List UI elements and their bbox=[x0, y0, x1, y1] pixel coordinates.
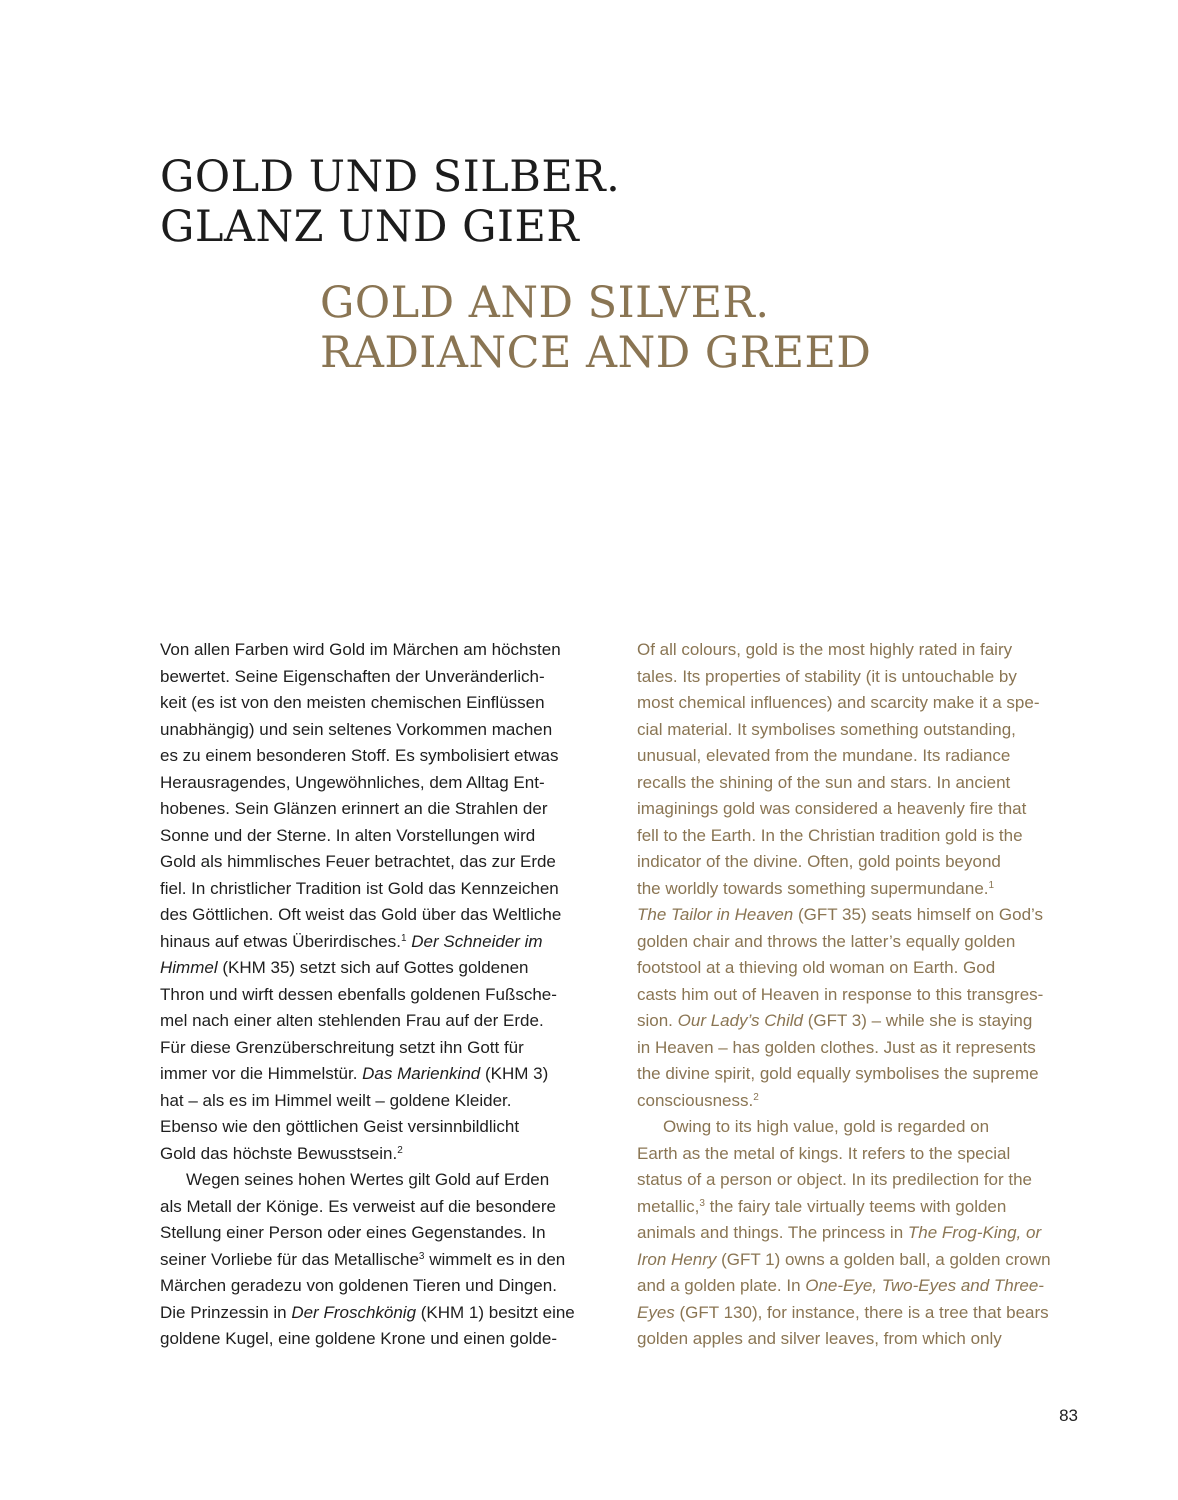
text-line bbox=[160, 1141, 605, 1168]
title-english-line-2: RADIANCE AND GREED bbox=[320, 328, 872, 378]
text-line: Sonne und der Sterne. In alten Vorstellungen wird bbox=[160, 825, 536, 845]
footnote-ref: 1 bbox=[988, 879, 995, 891]
title-english bbox=[320, 278, 871, 378]
text-line bbox=[637, 1088, 1082, 1115]
text-line: Thron und wirft dessen ebenfalls goldenen Fußsche- bbox=[160, 984, 557, 1004]
text-line: Of all colours, gold is the most highly rated in fairy bbox=[637, 640, 1013, 659]
text-run: consciousness. bbox=[637, 1090, 754, 1110]
book-title: Our Lady’s Child bbox=[677, 1011, 803, 1030]
text-line bbox=[160, 1300, 605, 1327]
footnote-ref: 2 bbox=[753, 1091, 759, 1103]
text-line: imaginings gold was considered a heavenly fire that bbox=[637, 799, 1027, 818]
book-title: The Tailor in Heaven bbox=[637, 905, 794, 924]
text-line: Earth as the metal of kings. It refers to the special bbox=[637, 1143, 1011, 1163]
text-run: Die Prinzessin in bbox=[160, 1302, 292, 1322]
text-line: goldene Kugel, eine goldene Krone und einen golde- bbox=[160, 1329, 557, 1348]
book-title: Das Marienkind bbox=[362, 1064, 481, 1083]
text-line: Herausragendes, Ungewöhnliches, dem Alltag Ent- bbox=[160, 772, 545, 792]
text-line bbox=[637, 1008, 1082, 1035]
text-line: Märchen geradezu von goldenen Tieren und Dingen. bbox=[160, 1276, 557, 1295]
footnote-ref: 2 bbox=[397, 1144, 403, 1156]
text-run: the fairy tale virtually teems with golden bbox=[704, 1196, 1007, 1216]
text-line bbox=[637, 1300, 1082, 1327]
text-line: Stellung einer Person oder eines Gegenstandes. In bbox=[160, 1223, 546, 1242]
book-title: Der Schneider im bbox=[411, 931, 543, 951]
text-line: in Heaven – has golden clothes. Just as it represents bbox=[637, 1037, 1036, 1057]
english-paragraph-1 bbox=[637, 637, 1082, 1114]
text-line bbox=[637, 876, 1082, 903]
text-line bbox=[637, 902, 1082, 929]
text-line: golden apples and silver leaves, from which only bbox=[637, 1329, 1002, 1348]
title-english-line-1: GOLD AND SILVER. bbox=[320, 278, 770, 328]
text-line bbox=[637, 1194, 1082, 1221]
text-line: bewertet. Seine Eigenschaften der Unveränderlich- bbox=[160, 666, 545, 686]
text-line bbox=[637, 1220, 1082, 1247]
german-paragraph-2 bbox=[160, 1167, 605, 1353]
text-line: fell to the Earth. In the Christian tradition gold is the bbox=[637, 825, 1023, 845]
text-run: (GFT 35) seats himself on God’s bbox=[793, 905, 1043, 924]
text-line: Wegen seines hohen Wertes gilt Gold auf Erden bbox=[186, 1170, 550, 1189]
text-line: unusual, elevated from the mundane. Its radiance bbox=[637, 746, 1011, 765]
text-line bbox=[160, 1061, 605, 1088]
text-line: tales. Its properties of stability (it is untouchable by bbox=[637, 666, 1017, 686]
text-run: (KHM 35) setzt sich auf Gottes goldenen bbox=[217, 958, 529, 977]
text-line: Für diese Grenzüberschreitung setzt ihn Gott für bbox=[160, 1037, 524, 1057]
german-paragraph-1 bbox=[160, 637, 605, 1167]
text-line: casts him out of Heaven in response to this transgres- bbox=[637, 984, 1044, 1004]
text-run: (GFT 1) owns a golden ball, a golden crown bbox=[716, 1249, 1051, 1269]
book-title: One-Eye, Two-Eyes and Three- bbox=[805, 1276, 1044, 1295]
text-line: footstool at a thieving old woman on Earth. God bbox=[637, 958, 996, 977]
german-column bbox=[160, 637, 605, 1353]
text-line bbox=[160, 955, 605, 982]
english-column bbox=[637, 637, 1082, 1353]
text-line: the divine spirit, gold equally symbolises the supreme bbox=[637, 1064, 1039, 1083]
text-run: Gold das höchste Bewusstsein. bbox=[160, 1143, 398, 1163]
text-run: (KHM 3) bbox=[480, 1064, 549, 1083]
text-line bbox=[637, 1247, 1082, 1274]
text-run: sion. bbox=[637, 1011, 678, 1030]
text-line: recalls the shining of the sun and stars. In ancient bbox=[637, 772, 1011, 792]
text-line bbox=[160, 929, 605, 956]
text-line: Gold als himmlisches Feuer betrachtet, das zur Erde bbox=[160, 852, 556, 871]
text-line: Ebenso wie den göttlichen Geist versinnbildlicht bbox=[160, 1117, 520, 1136]
text-line: unabhängig) und sein seltenes Vorkommen machen bbox=[160, 719, 553, 739]
text-run: immer vor die Himmelstür. bbox=[160, 1064, 363, 1083]
book-title: The Frog-King, or bbox=[907, 1223, 1042, 1242]
text-line: hobenes. Sein Glänzen erinnert an die Strahlen der bbox=[160, 799, 548, 818]
text-line: hat – als es im Himmel weilt – goldene Kleider. bbox=[160, 1090, 512, 1110]
text-line: Von allen Farben wird Gold im Märchen am höchsten bbox=[160, 640, 561, 659]
text-line: status of a person or object. In its predilection for the bbox=[637, 1170, 1032, 1189]
book-title: Der Froschkönig bbox=[291, 1302, 417, 1322]
text-line: Owing to its high value, gold is regarded on bbox=[663, 1117, 990, 1136]
text-run: (KHM 1) besitzt eine bbox=[416, 1302, 575, 1322]
title-german-line-1: GOLD UND SILBER. bbox=[160, 152, 621, 202]
book-title: Himmel bbox=[160, 958, 218, 977]
text-line: golden chair and throws the latter’s equally golden bbox=[637, 931, 1016, 951]
footnote-ref: 3 bbox=[699, 1197, 705, 1209]
book-title: Iron Henry bbox=[637, 1249, 717, 1269]
footnote-ref: 3 bbox=[418, 1250, 425, 1262]
english-paragraph-2 bbox=[637, 1114, 1082, 1353]
text-run: (GFT 3) – while she is staying bbox=[803, 1011, 1033, 1030]
text-line bbox=[160, 1247, 605, 1274]
text-run: the worldly towards something supermundane. bbox=[637, 878, 989, 898]
text-run: wimmelt es in den bbox=[424, 1249, 566, 1269]
title-german-line-2: GLANZ UND GIER bbox=[160, 202, 580, 252]
text-run: seiner Vorliebe für das Metallische bbox=[160, 1249, 419, 1269]
text-run: and a golden plate. In bbox=[637, 1276, 806, 1295]
text-line bbox=[637, 1273, 1082, 1300]
title-german bbox=[160, 152, 620, 252]
text-line: cial material. It symbolises something outstanding, bbox=[637, 719, 1016, 739]
text-run: animals and things. The princess in bbox=[637, 1223, 908, 1242]
text-line: als Metall der Könige. Es verweist auf die besondere bbox=[160, 1196, 556, 1216]
footnote-ref: 1 bbox=[400, 932, 407, 944]
page-number: 83 bbox=[1059, 1406, 1078, 1425]
text-run: (GFT 130), for instance, there is a tree that bears bbox=[674, 1302, 1049, 1322]
text-run: metallic, bbox=[637, 1196, 700, 1216]
book-title: Eyes bbox=[637, 1302, 675, 1322]
text-line: keit (es ist von den meisten chemischen Einflüssen bbox=[160, 693, 545, 712]
text-line: des Göttlichen. Oft weist das Gold über das Weltliche bbox=[160, 905, 562, 924]
text-line: fiel. In christlicher Tradition ist Gold das Kennzeichen bbox=[160, 878, 559, 898]
text-line: es zu einem besonderen Stoff. Es symbolisiert etwas bbox=[160, 746, 559, 765]
text-line: mel nach einer alten stehlenden Frau auf der Erde. bbox=[160, 1011, 544, 1030]
text-line: indicator of the divine. Often, gold points beyond bbox=[637, 852, 1001, 871]
text-line: most chemical influences) and scarcity make it a spe- bbox=[637, 693, 1040, 712]
text-run: hinaus auf etwas Überirdisches. bbox=[160, 931, 401, 951]
